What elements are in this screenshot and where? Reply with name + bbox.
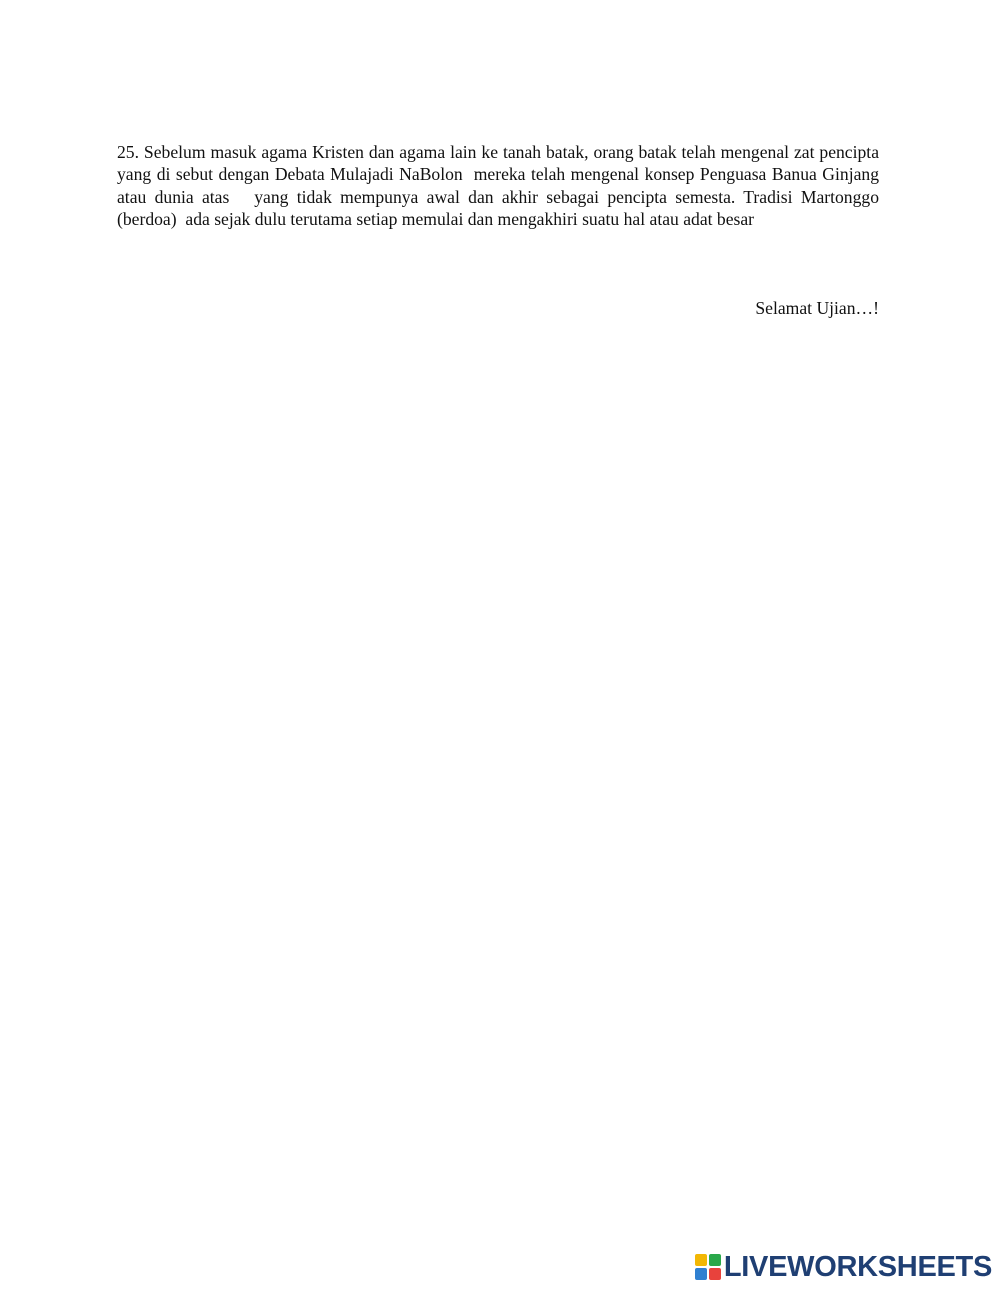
logo-cell xyxy=(709,1254,721,1266)
logo-cell xyxy=(709,1268,721,1280)
liveworksheets-wordmark: LIVEWORKSHEETS xyxy=(723,1251,992,1283)
logo-cell xyxy=(695,1254,707,1266)
liveworksheets-watermark xyxy=(695,1252,992,1282)
liveworksheets-logo-icon xyxy=(695,1254,721,1280)
question-25-text: 25. Sebelum masuk agama Kristen dan agama lain ke tanah batak, orang batak telah mengenal zat pencipta yang di sebut dengan Debata Mulajadi NaBolon mereka telah mengenal konsep Penguasa Banua Ginjang atau dunia atas yang tidak mempunya awal dan akhir sebagai pencipta semesta. Tradisi Martonggo (berdoa) ada sejak dulu terutama setiap memulai dan mengakhiri suatu hal atau adat besar xyxy=(117,142,884,230)
closing-greeting: Selamat Ujian…! xyxy=(755,298,879,318)
logo-cell xyxy=(695,1268,707,1280)
